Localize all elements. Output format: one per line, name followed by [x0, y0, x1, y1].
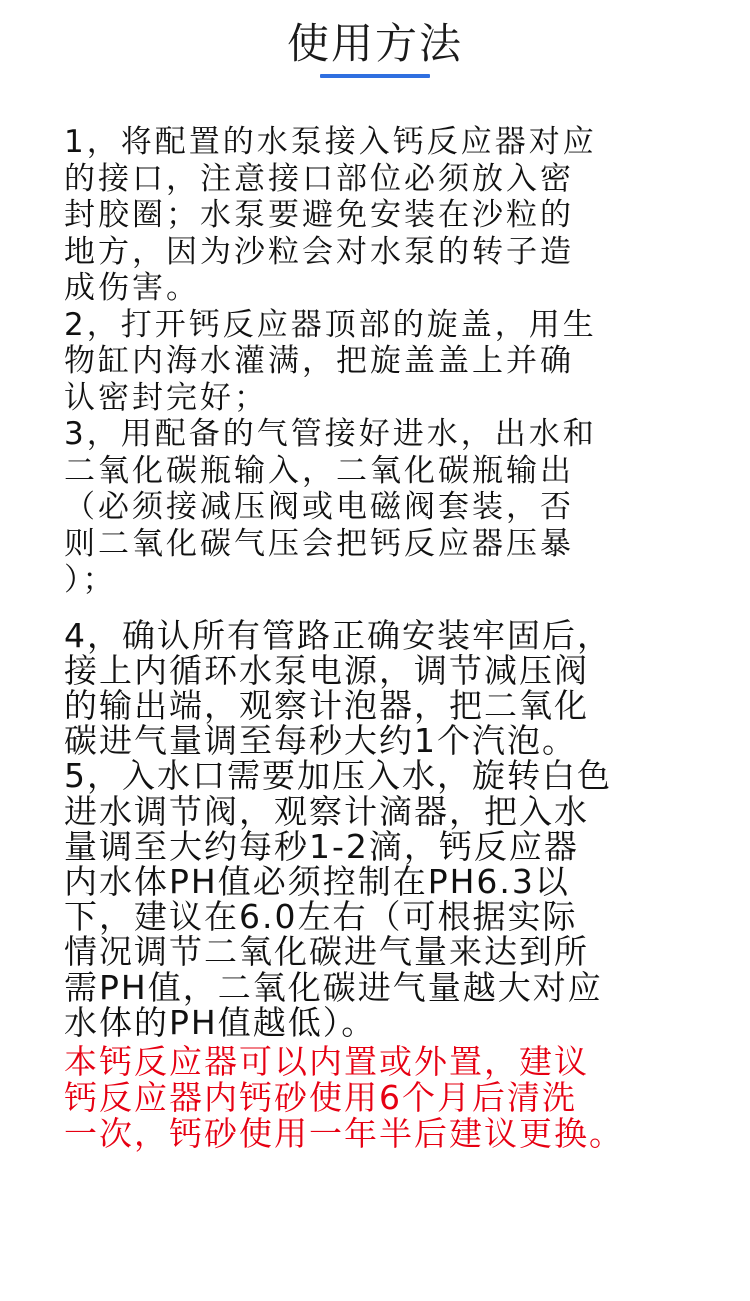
instructions-steps-4-5: 4，确认所有管路正确安装牢固后， 接上内循环水泵电源，调节减压阀 的输出端，观察计泡器，把二氧化 碳进气量调至每秒大约1个汽泡。 5，入水口需要加压入水，旋转白色 进水调节阀，观察计滴器，把入水 量调至大约每秒1-2滴，钙反应器 内水体PH值必须控制在PH6.3以 下，建议在6.0左右（可根据实际 情况调节二氧化碳进气量来达到所 需PH值，二氧化碳进气量越大对应 水体的PH值越低）。 — [64, 615, 612, 1042]
instructions-steps-1-3: 1，将配置的水泵接入钙反应器对应 的接口，注意接口部位必须放入密 封胶圈；水泵要避免安装在沙粒的 地方，因为沙粒会对水泵的转子造 成伤害。 2，打开钙反应器顶部的旋盖，用生 物缸内海水灌满，把旋盖盖上并确 认密封完好； 3，用配备的气管接好进水，出水和 二氧化碳瓶输入，二氧化碳瓶输出 （必须接减压阀或电磁阀套装，否 则二氧化碳气压会把钙反应器压暴 ）； — [64, 124, 597, 598]
page-title: 使用方法 — [286, 19, 463, 68]
title-underline — [320, 74, 430, 78]
instructions-content — [64, 124, 714, 1152]
maintenance-note: 本钙反应器可以内置或外置，建议 钙反应器内钙砂使用6个月后清洗 一次，钙砂使用一年半后建议更换。 — [64, 1041, 624, 1153]
